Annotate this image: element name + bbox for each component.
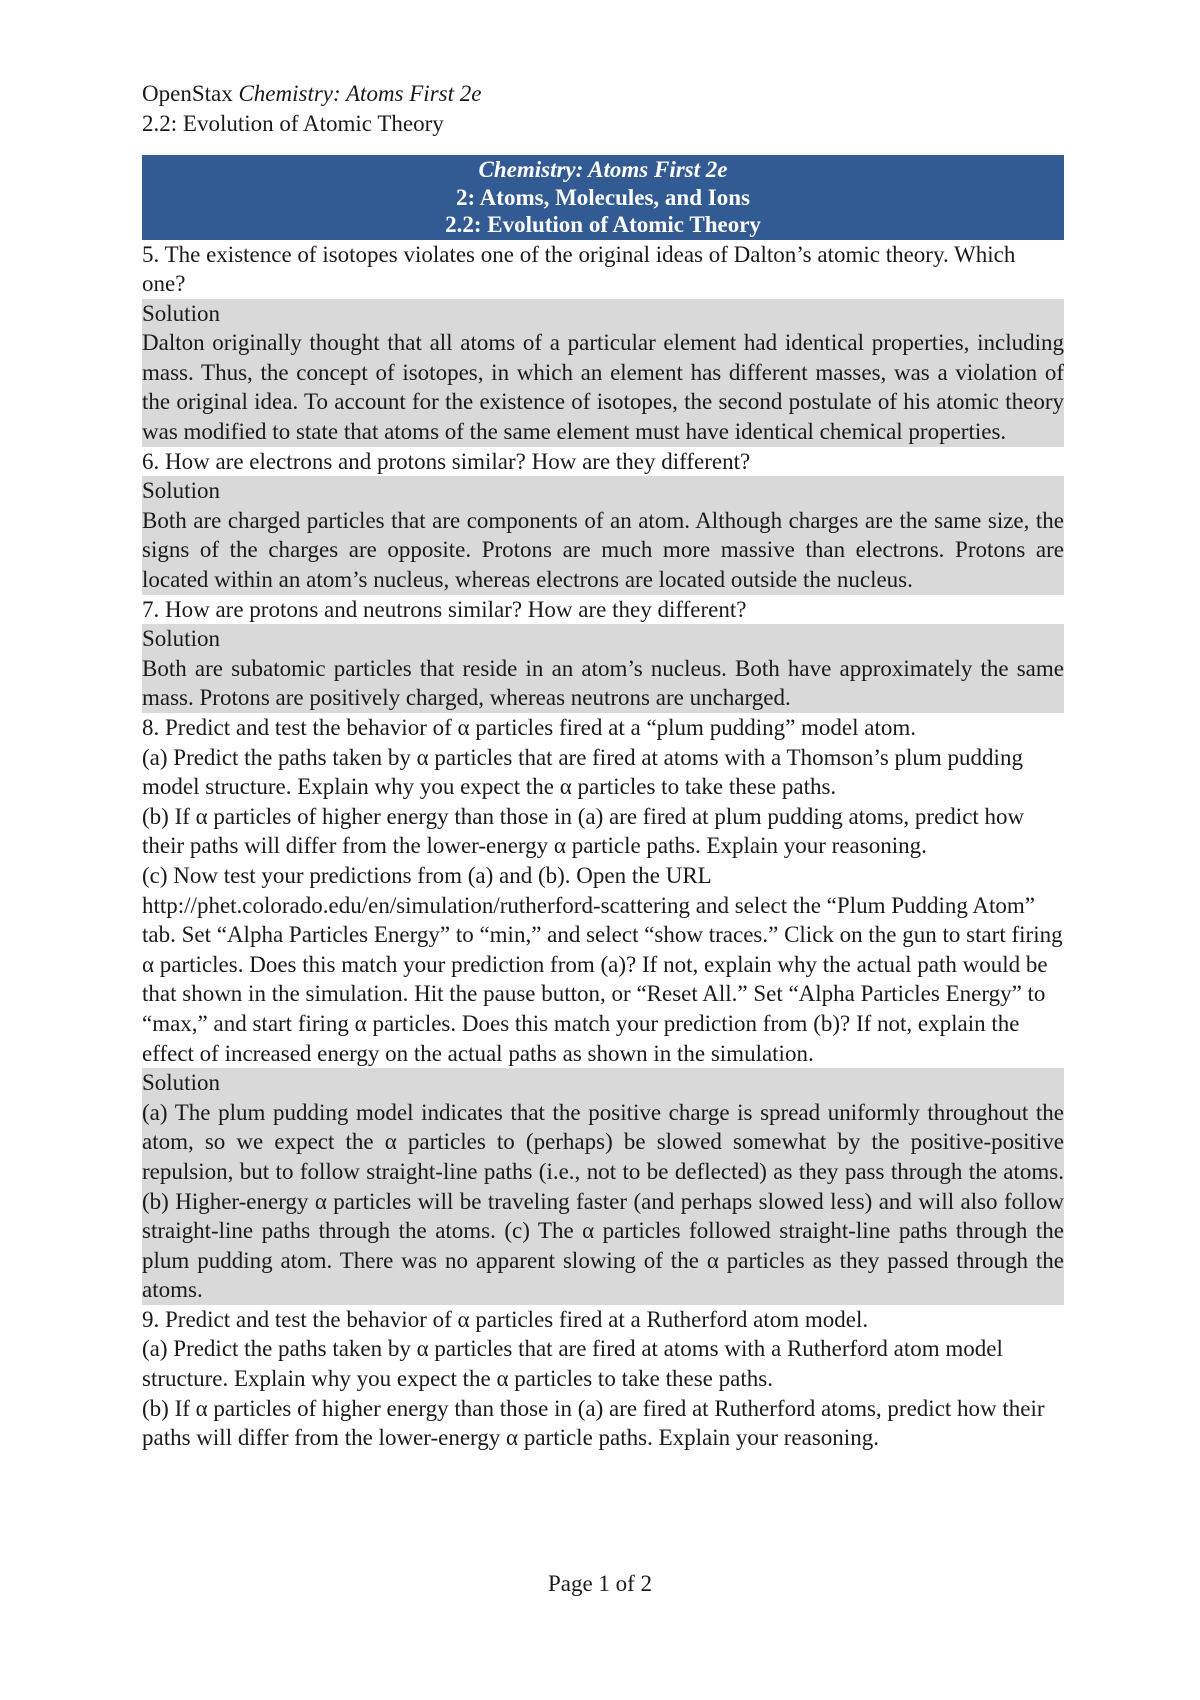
title-banner	[142, 155, 1064, 240]
solution-label: Solution	[142, 1070, 220, 1096]
question-8-part-b: (b) If α particles of higher energy than those in (a) are fired at plum pudding atoms, predict how their paths will differ from the lower-energy α particle paths. Explain your reasoning.	[142, 803, 1025, 859]
question-8-part-a: (a) Predict the paths taken by α particles that are fired at atoms with a Thomson’s plum pudding model structure. Explain why you expect the α particles to take these paths.	[142, 744, 1023, 800]
banner-book-title: Chemistry: Atoms First 2e	[478, 157, 728, 182]
solution-label: Solution	[142, 300, 220, 326]
solution-6	[142, 476, 1064, 594]
document-body	[142, 155, 1064, 1453]
solution-8	[142, 1068, 1064, 1305]
header-book-title: Chemistry: Atoms First 2e	[238, 81, 482, 106]
header-line-1	[142, 79, 481, 109]
banner-section: 2.2: Evolution of Atomic Theory	[445, 212, 761, 237]
solution-5-text: Dalton originally thought that all atoms of a particular element had identical properties, including mass. Thus, the concept of isotopes, in which an element has different masses, was a violation of the original idea. To account for the existence of isotopes, the second postulate of his atomic theory was modified to state that atoms of the same element must have identical chemical properties.	[142, 330, 1064, 445]
page-footer	[0, 1569, 1200, 1599]
solution-6-text: Both are charged particles that are components of an atom. Although charges are the same size, the signs of the charges are opposite. Protons are much more massive than electrons. Protons are located within an atom’s nucleus, whereas electrons are located outside the nucleus.	[142, 507, 1064, 593]
question-8: 8. Predict and test the behavior of α particles fired at a “plum pudding” model atom.	[142, 715, 917, 740]
question-9-part-b: (b) If α particles of higher energy than those in (a) are fired at Rutherford atoms, predict how their paths will differ from the lower-energy α particle paths. Explain your reasoning.	[142, 1395, 1045, 1451]
question-5: 5. The existence of isotopes violates one of the original ideas of Dalton’s atomic theory. Which one?	[142, 241, 1016, 297]
question-8-part-c-body: http://phet.colorado.edu/en/simulation/rutherford-scattering and select the “Plum Pudding Atom” tab. Set “Alpha Particles Energy” to “min,” and select “show traces.” Click on the gun to start firing α particles. Does this match your prediction from (a)? If not, explain why the actual path would be that shown in the simulation. Hit the pause button, or “Reset All.” Set “Alpha Particles Energy” to “max,” and start firing α particles. Does this match your prediction from (b)? If not, explain the effect of increased energy on the actual paths as shown in the simulation.	[142, 892, 1063, 1066]
header-publisher: OpenStax	[142, 81, 233, 106]
question-8-part-c-intro: (c) Now test your predictions from (a) and (b). Open the URL	[142, 862, 712, 888]
solution-7	[142, 624, 1064, 713]
question-7: 7. How are protons and neutrons similar? How are they different?	[142, 596, 747, 622]
question-9: 9. Predict and test the behavior of α particles fired at a Rutherford atom model.	[142, 1306, 869, 1332]
solution-5	[142, 299, 1064, 447]
banner-chapter: 2: Atoms, Molecules, and Ions	[456, 184, 750, 210]
solution-8-text: (a) The plum pudding model indicates that the positive charge is spread uniformly throughout the atom, so we expect the α particles to (perhaps) be slowed somewhat by the positive-positive repulsion, but to follow straight-line paths (i.e., not to be deflected) as they pass through the atoms. (b) Higher-energy α particles will be traveling faster (and perhaps slowed less) and will also follow straight-line paths through the atoms. (c) The α particles followed straight-line paths through the plum pudding atom. There was no apparent slowing of the α particles as they passed through the atoms.	[142, 1099, 1064, 1303]
solution-label: Solution	[142, 478, 220, 504]
page-number: Page 1 of 2	[547, 1571, 653, 1596]
solution-label: Solution	[142, 626, 220, 652]
solution-7-text: Both are subatomic particles that reside in an atom’s nucleus. Both have approximately the same mass. Protons are positively charged, whereas neutrons are uncharged.	[142, 655, 1064, 711]
header-section: 2.2: Evolution of Atomic Theory	[142, 111, 444, 136]
running-header	[142, 79, 481, 139]
question-6: 6. How are electrons and protons similar? How are they different?	[142, 448, 751, 474]
question-9-part-a: (a) Predict the paths taken by α particles that are fired at atoms with a Rutherford atom model structure. Explain why you expect the α particles to take these paths.	[142, 1336, 1003, 1392]
